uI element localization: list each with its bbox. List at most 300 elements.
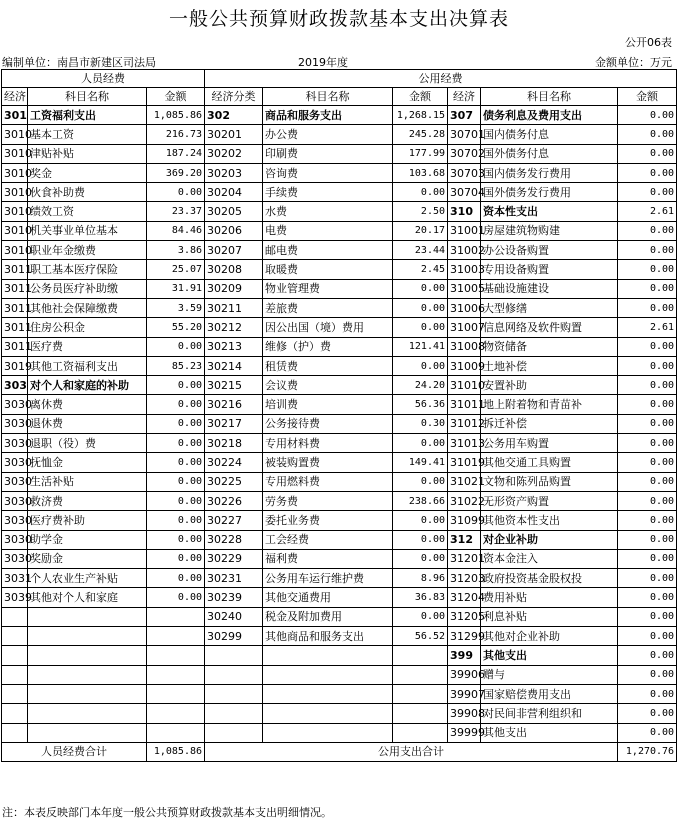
econ-code — [205, 665, 263, 684]
amount: 245.28 — [393, 125, 448, 144]
subject-name: 被装购置费 — [263, 453, 393, 472]
subject-name: 医疗费补助 — [28, 511, 147, 530]
subject-name: 职工基本医疗保险 — [28, 260, 147, 279]
amount — [393, 704, 448, 723]
econ-code: 3011 — [2, 318, 28, 337]
econ-code: 30205 — [205, 202, 263, 221]
amount: 0.00 — [618, 511, 677, 530]
subject-name: 国内债务付息 — [481, 125, 618, 144]
econ-code: 3030 — [2, 453, 28, 472]
econ-code: 30225 — [205, 472, 263, 491]
amount: 0.00 — [618, 569, 677, 588]
econ-code: 31099 — [448, 511, 481, 530]
col-econ: 经济 — [448, 88, 481, 106]
table-row — [2, 298, 677, 317]
table-row — [2, 144, 677, 163]
econ-code: 30213 — [205, 337, 263, 356]
subject-name — [28, 627, 147, 646]
econ-code: 30701 — [448, 125, 481, 144]
econ-code: 31021 — [448, 472, 481, 491]
table-row — [2, 588, 677, 607]
amount: 31.91 — [147, 279, 205, 298]
table-row — [2, 376, 677, 395]
amount: 0.00 — [618, 414, 677, 433]
amount: 0.00 — [618, 627, 677, 646]
econ-code: 3030 — [2, 414, 28, 433]
amount: 121.41 — [393, 337, 448, 356]
amount: 149.41 — [393, 453, 448, 472]
subject-name: 商品和服务支出 — [263, 106, 393, 125]
subject-name: 利息补贴 — [481, 607, 618, 626]
econ-code: 31005 — [448, 279, 481, 298]
subject-name: 生活补贴 — [28, 472, 147, 491]
amount: 0.00 — [393, 318, 448, 337]
econ-code: 31019 — [448, 453, 481, 472]
amount: 0.00 — [618, 376, 677, 395]
table-row — [2, 549, 677, 568]
amount: 8.96 — [393, 569, 448, 588]
table-row — [2, 183, 677, 202]
amount — [147, 627, 205, 646]
amount: 177.99 — [393, 144, 448, 163]
table-row — [2, 723, 677, 742]
econ-code: 30202 — [205, 144, 263, 163]
table-row — [2, 279, 677, 298]
econ-code: 30214 — [205, 356, 263, 375]
econ-code: 30299 — [205, 627, 263, 646]
amount: 0.00 — [393, 434, 448, 453]
econ-code: 31008 — [448, 337, 481, 356]
amount: 0.00 — [618, 395, 677, 414]
amount: 0.00 — [618, 183, 677, 202]
personnel-header: 人员经费 — [2, 70, 205, 88]
table-row — [2, 414, 677, 433]
subject-name: 地上附着物和青苗补 — [481, 395, 618, 414]
subject-name — [28, 704, 147, 723]
subject-name: 税金及附加费用 — [263, 607, 393, 626]
econ-code: 39908 — [448, 704, 481, 723]
econ-code — [205, 684, 263, 703]
subject-name: 国内债务发行费用 — [481, 163, 618, 182]
col-amount: 金额 — [618, 88, 677, 106]
amount: 0.00 — [618, 549, 677, 568]
subject-name: 物业管理费 — [263, 279, 393, 298]
amount: 0.00 — [618, 665, 677, 684]
table-row — [2, 569, 677, 588]
subject-name — [263, 684, 393, 703]
currency-unit: 金额单位：万元 — [595, 56, 672, 69]
econ-code: 30226 — [205, 491, 263, 510]
amount: 0.00 — [147, 511, 205, 530]
subject-name: 离休费 — [28, 395, 147, 414]
amount: 23.37 — [147, 202, 205, 221]
econ-code — [2, 646, 28, 665]
subject-name: 咨询费 — [263, 163, 393, 182]
subject-name: 专用材料费 — [263, 434, 393, 453]
econ-code — [205, 704, 263, 723]
amount: 0.00 — [147, 472, 205, 491]
econ-code: 31010 — [448, 376, 481, 395]
subject-name: 其他商品和服务支出 — [263, 627, 393, 646]
amount: 0.00 — [618, 723, 677, 742]
col-subject: 科目名称 — [28, 88, 147, 106]
econ-code: 31299 — [448, 627, 481, 646]
amount: 56.36 — [393, 395, 448, 414]
econ-code: 31002 — [448, 241, 481, 260]
table-row — [2, 163, 677, 182]
amount: 0.00 — [618, 241, 677, 260]
subject-name: 其他工资福利支出 — [28, 356, 147, 375]
fiscal-year: 2019年度 — [298, 56, 348, 69]
subject-name: 物资储备 — [481, 337, 618, 356]
amount: 0.00 — [393, 549, 448, 568]
econ-code: 31009 — [448, 356, 481, 375]
amount: 0.00 — [393, 530, 448, 549]
amount: 0.00 — [618, 530, 677, 549]
amount: 0.00 — [618, 646, 677, 665]
amount: 0.00 — [618, 337, 677, 356]
amount: 0.00 — [147, 569, 205, 588]
subject-name: 其他社会保障缴费 — [28, 298, 147, 317]
subject-name: 助学金 — [28, 530, 147, 549]
amount: 0.00 — [393, 279, 448, 298]
econ-code: 39999 — [448, 723, 481, 742]
table-row — [2, 607, 677, 626]
amount: 0.00 — [147, 549, 205, 568]
amount — [147, 607, 205, 626]
subject-name: 其他支出 — [481, 723, 618, 742]
subject-name — [263, 665, 393, 684]
subject-name: 住房公积金 — [28, 318, 147, 337]
table-row — [2, 241, 677, 260]
subject-name: 其他交通费用 — [263, 588, 393, 607]
subject-name — [28, 684, 147, 703]
amount: 0.00 — [393, 183, 448, 202]
econ-code: 30204 — [205, 183, 263, 202]
table-row — [2, 221, 677, 240]
amount: 0.00 — [618, 472, 677, 491]
subject-name: 文物和陈列品购置 — [481, 472, 618, 491]
subject-name: 奖励金 — [28, 549, 147, 568]
amount: 0.00 — [618, 106, 677, 125]
amount — [147, 723, 205, 742]
econ-code: 31012 — [448, 414, 481, 433]
amount: 1,085.86 — [147, 106, 205, 125]
subject-name: 办公费 — [263, 125, 393, 144]
subject-name: 退职（役）费 — [28, 434, 147, 453]
amount: 0.00 — [618, 298, 677, 317]
amount: 0.00 — [618, 684, 677, 703]
amount: 25.07 — [147, 260, 205, 279]
econ-code: 31022 — [448, 491, 481, 510]
econ-code: 3030 — [2, 511, 28, 530]
econ-code: 30201 — [205, 125, 263, 144]
amount: 0.00 — [618, 607, 677, 626]
subject-name: 公务员医疗补助缴 — [28, 279, 147, 298]
amount — [393, 665, 448, 684]
amount: 0.00 — [147, 491, 205, 510]
econ-code: 3030 — [2, 491, 28, 510]
amount: 0.00 — [618, 491, 677, 510]
subject-name: 大型修缮 — [481, 298, 618, 317]
subject-name: 资本性支出 — [481, 202, 618, 221]
subject-name — [28, 646, 147, 665]
econ-code: 3010 — [2, 241, 28, 260]
col-econ: 经济 — [2, 88, 28, 106]
econ-code: 310 — [448, 202, 481, 221]
amount: 0.00 — [147, 414, 205, 433]
econ-code: 30229 — [205, 549, 263, 568]
subject-name: 资本金注入 — [481, 549, 618, 568]
econ-code: 30203 — [205, 163, 263, 182]
econ-code: 30224 — [205, 453, 263, 472]
subject-name: 专用设备购置 — [481, 260, 618, 279]
subject-name — [263, 723, 393, 742]
amount: 0.00 — [147, 376, 205, 395]
subject-name: 退休费 — [28, 414, 147, 433]
subject-name: 对民间非营利组织和 — [481, 704, 618, 723]
econ-code: 31001 — [448, 221, 481, 240]
subject-name: 工资福利支出 — [28, 106, 147, 125]
econ-code: 3031 — [2, 569, 28, 588]
econ-code: 3011 — [2, 260, 28, 279]
subject-name: 安置补助 — [481, 376, 618, 395]
amount: 0.00 — [618, 163, 677, 182]
amount: 0.00 — [618, 144, 677, 163]
subject-name: 福利费 — [263, 549, 393, 568]
econ-code: 39906 — [448, 665, 481, 684]
table-row — [2, 665, 677, 684]
econ-code: 3030 — [2, 530, 28, 549]
econ-code — [205, 723, 263, 742]
subject-name: 手续费 — [263, 183, 393, 202]
col-subject: 科目名称 — [481, 88, 618, 106]
subject-name: 奖金 — [28, 163, 147, 182]
econ-code: 30704 — [448, 183, 481, 202]
table-row — [2, 530, 677, 549]
amount: 3.59 — [147, 298, 205, 317]
amount: 0.00 — [147, 434, 205, 453]
subject-name — [263, 646, 393, 665]
col-econ-class: 经济分类 — [205, 88, 263, 106]
amount: 84.46 — [147, 221, 205, 240]
form-number: 公开06表 — [625, 36, 672, 49]
amount: 2.61 — [618, 202, 677, 221]
table-row — [2, 395, 677, 414]
amount: 216.73 — [147, 125, 205, 144]
subject-name: 债务利息及费用支出 — [481, 106, 618, 125]
amount — [393, 684, 448, 703]
amount: 0.00 — [147, 588, 205, 607]
subject-name: 电费 — [263, 221, 393, 240]
subject-name: 职业年金缴费 — [28, 241, 147, 260]
econ-code: 30211 — [205, 298, 263, 317]
amount: 369.20 — [147, 163, 205, 182]
amount: 2.50 — [393, 202, 448, 221]
subject-name: 其他资本性支出 — [481, 511, 618, 530]
econ-code — [205, 646, 263, 665]
econ-code — [2, 665, 28, 684]
subject-name: 抚恤金 — [28, 453, 147, 472]
econ-code: 303 — [2, 376, 28, 395]
econ-code — [2, 607, 28, 626]
amount: 0.00 — [618, 260, 677, 279]
subject-name: 救济费 — [28, 491, 147, 510]
econ-code: 302 — [205, 106, 263, 125]
table-row — [2, 202, 677, 221]
amount — [393, 723, 448, 742]
subject-name — [28, 607, 147, 626]
econ-code: 30218 — [205, 434, 263, 453]
econ-code: 3010 — [2, 144, 28, 163]
amount — [147, 646, 205, 665]
amount: 0.00 — [618, 588, 677, 607]
personnel-total-value: 1,085.86 — [147, 742, 205, 761]
amount: 0.00 — [147, 395, 205, 414]
subject-name: 因公出国（境）费用 — [263, 318, 393, 337]
econ-code: 3030 — [2, 472, 28, 491]
econ-code: 31003 — [448, 260, 481, 279]
amount: 0.00 — [147, 530, 205, 549]
amount: 238.66 — [393, 491, 448, 510]
footnote: 注：本表反映部门本年度一般公共预算财政拨款基本支出明细情况。 — [2, 806, 332, 819]
amount: 0.00 — [618, 434, 677, 453]
econ-code: 30217 — [205, 414, 263, 433]
econ-code: 3030 — [2, 434, 28, 453]
econ-code: 30702 — [448, 144, 481, 163]
econ-code: 3030 — [2, 549, 28, 568]
econ-code: 3011 — [2, 337, 28, 356]
econ-code: 3011 — [2, 298, 28, 317]
subject-name: 劳务费 — [263, 491, 393, 510]
subject-name: 国家赔偿费用支出 — [481, 684, 618, 703]
econ-code: 30703 — [448, 163, 481, 182]
header-row-columns — [2, 88, 677, 106]
subject-name: 赠与 — [481, 665, 618, 684]
expenditure-table — [1, 69, 677, 762]
econ-code: 30227 — [205, 511, 263, 530]
table-row — [2, 125, 677, 144]
col-subject: 科目名称 — [263, 88, 393, 106]
econ-code: 31201 — [448, 549, 481, 568]
econ-code: 30231 — [205, 569, 263, 588]
amount: 0.00 — [147, 337, 205, 356]
amount: 103.68 — [393, 163, 448, 182]
amount: 0.00 — [618, 356, 677, 375]
subject-name: 会议费 — [263, 376, 393, 395]
amount: 85.23 — [147, 356, 205, 375]
col-amount: 金额 — [393, 88, 448, 106]
amount: 55.20 — [147, 318, 205, 337]
subject-name: 信息网络及软件购置 — [481, 318, 618, 337]
reporting-unit: 编制单位：南昌市新建区司法局 — [2, 56, 156, 69]
econ-code: 3010 — [2, 202, 28, 221]
subject-name: 房屋建筑物购建 — [481, 221, 618, 240]
econ-code: 3010 — [2, 125, 28, 144]
table-row — [2, 434, 677, 453]
econ-code: 31011 — [448, 395, 481, 414]
amount: 0.00 — [618, 279, 677, 298]
table-row — [2, 646, 677, 665]
subject-name: 取暖费 — [263, 260, 393, 279]
econ-code — [2, 684, 28, 703]
subject-name — [263, 704, 393, 723]
amount — [147, 665, 205, 684]
table-row — [2, 318, 677, 337]
econ-code: 31007 — [448, 318, 481, 337]
personnel-total-label: 人员经费合计 — [2, 742, 147, 761]
amount: 0.00 — [393, 607, 448, 626]
econ-code: 301 — [2, 106, 28, 125]
table-row — [2, 491, 677, 510]
amount: 24.20 — [393, 376, 448, 395]
col-amount: 金额 — [147, 88, 205, 106]
econ-code — [2, 627, 28, 646]
amount: 0.00 — [393, 472, 448, 491]
subject-name: 公务接待费 — [263, 414, 393, 433]
subject-name: 专用燃料费 — [263, 472, 393, 491]
table-row — [2, 453, 677, 472]
econ-code: 30216 — [205, 395, 263, 414]
econ-code: 30207 — [205, 241, 263, 260]
table-row — [2, 684, 677, 703]
econ-code: 3010 — [2, 221, 28, 240]
public-header: 公用经费 — [205, 70, 677, 88]
amount: 0.00 — [147, 453, 205, 472]
econ-code: 31013 — [448, 434, 481, 453]
econ-code: 30212 — [205, 318, 263, 337]
amount: 0.30 — [393, 414, 448, 433]
amount: 56.52 — [393, 627, 448, 646]
amount: 0.00 — [618, 221, 677, 240]
subject-name: 委托业务费 — [263, 511, 393, 530]
amount: 23.44 — [393, 241, 448, 260]
econ-code: 312 — [448, 530, 481, 549]
subject-name: 机关事业单位基本 — [28, 221, 147, 240]
public-total-value: 1,270.76 — [618, 742, 677, 761]
econ-code: 31006 — [448, 298, 481, 317]
table-row — [2, 472, 677, 491]
subject-name: 国外债务付息 — [481, 144, 618, 163]
subject-name: 对个人和家庭的补助 — [28, 376, 147, 395]
subject-name: 伙食补助费 — [28, 183, 147, 202]
amount: 2.61 — [618, 318, 677, 337]
amount: 0.00 — [393, 511, 448, 530]
econ-code: 3010 — [2, 183, 28, 202]
amount: 0.00 — [618, 704, 677, 723]
subject-name: 其他支出 — [481, 646, 618, 665]
subject-name: 水费 — [263, 202, 393, 221]
amount: 20.17 — [393, 221, 448, 240]
econ-code: 399 — [448, 646, 481, 665]
amount: 36.83 — [393, 588, 448, 607]
econ-code: 30215 — [205, 376, 263, 395]
econ-code: 31203 — [448, 569, 481, 588]
amount: 2.45 — [393, 260, 448, 279]
econ-code: 307 — [448, 106, 481, 125]
econ-code: 30228 — [205, 530, 263, 549]
subject-name: 费用补贴 — [481, 588, 618, 607]
subject-name: 差旅费 — [263, 298, 393, 317]
econ-code: 31204 — [448, 588, 481, 607]
econ-code: 39907 — [448, 684, 481, 703]
table-row — [2, 511, 677, 530]
amount: 0.00 — [618, 125, 677, 144]
subject-name: 拆迁补偿 — [481, 414, 618, 433]
subject-name: 邮电费 — [263, 241, 393, 260]
table-row — [2, 260, 677, 279]
subject-name: 维修（护）费 — [263, 337, 393, 356]
